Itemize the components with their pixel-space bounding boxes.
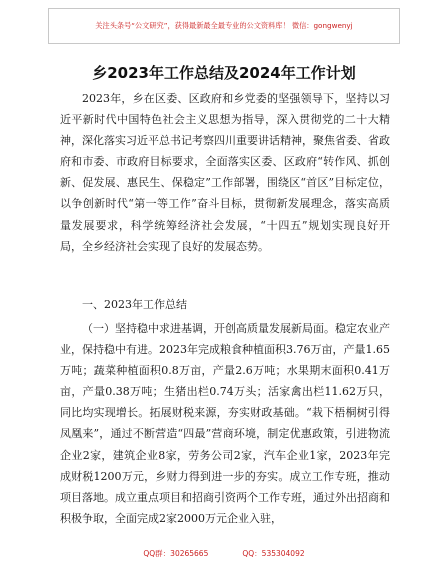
- section-heading: 一、2023年工作总结: [82, 298, 187, 311]
- qq-group-text: QQ群：30265665: [143, 549, 209, 558]
- detail-paragraph: （一）坚持稳中求进基调，开创高质量发展新局面。稳定农业产业，保持稳中有进。2023年完成粮食种植面积3.76万亩，产量1.65万吨；蔬菜种植面积0.8万亩，产量2.6万吨；水果期末面积0.41万亩，产量0.38万吨；生猪出栏0.74万头；活家禽出栏11.62万只，同比均实现增长。拓展财税来源，夯实财政基础。“栽下梧桐树引得凤凰来”，通过不断营造“四最”营商环境，制定优惠政策，引进物流企业2家，建筑企业8家，劳务公司2家，汽车企业1家，2023年完成财税1200万元，乡财力得到进一步的夯实。成立工作专班，推动项目落地。成立重点项目和招商引资两个工作专班，通过外出招商和积极争取，全面完成2家2000万元企业入驻，: [60, 322, 390, 525]
- promo-text: 关注头条号“公文研究”，获得最新最全最专业的公文资料库！ 微信：gongwenyj: [95, 21, 353, 30]
- footer-contact: [0, 548, 448, 559]
- promo-banner: [48, 8, 400, 44]
- document-title: 乡2023年工作总结及2024年工作计划: [92, 64, 356, 82]
- qq-text: QQ：535304092: [242, 549, 305, 558]
- intro-paragraph: 2023年，乡在区委、区政府和乡党委的坚强领导下，坚持以习近平新时代中国特色社会主义思想为指导，深入贯彻党的二十大精神，深化落实习近平总书记考察四川重要讲话精神，聚焦省委、省政府和市委、市政府目标要求，全面落实区委、区政府“转作风、抓创新、促发展、惠民生、保稳定”工作部署，围绕区“首区”目标定位，以争创新时代“第一等工作”奋斗目标，贯彻新发展理念，落实高质量发展要求，科学统筹经济社会发展，“十四五”规划实现良好开局，全乡经济社会实现了良好的发展态势。: [60, 92, 390, 253]
